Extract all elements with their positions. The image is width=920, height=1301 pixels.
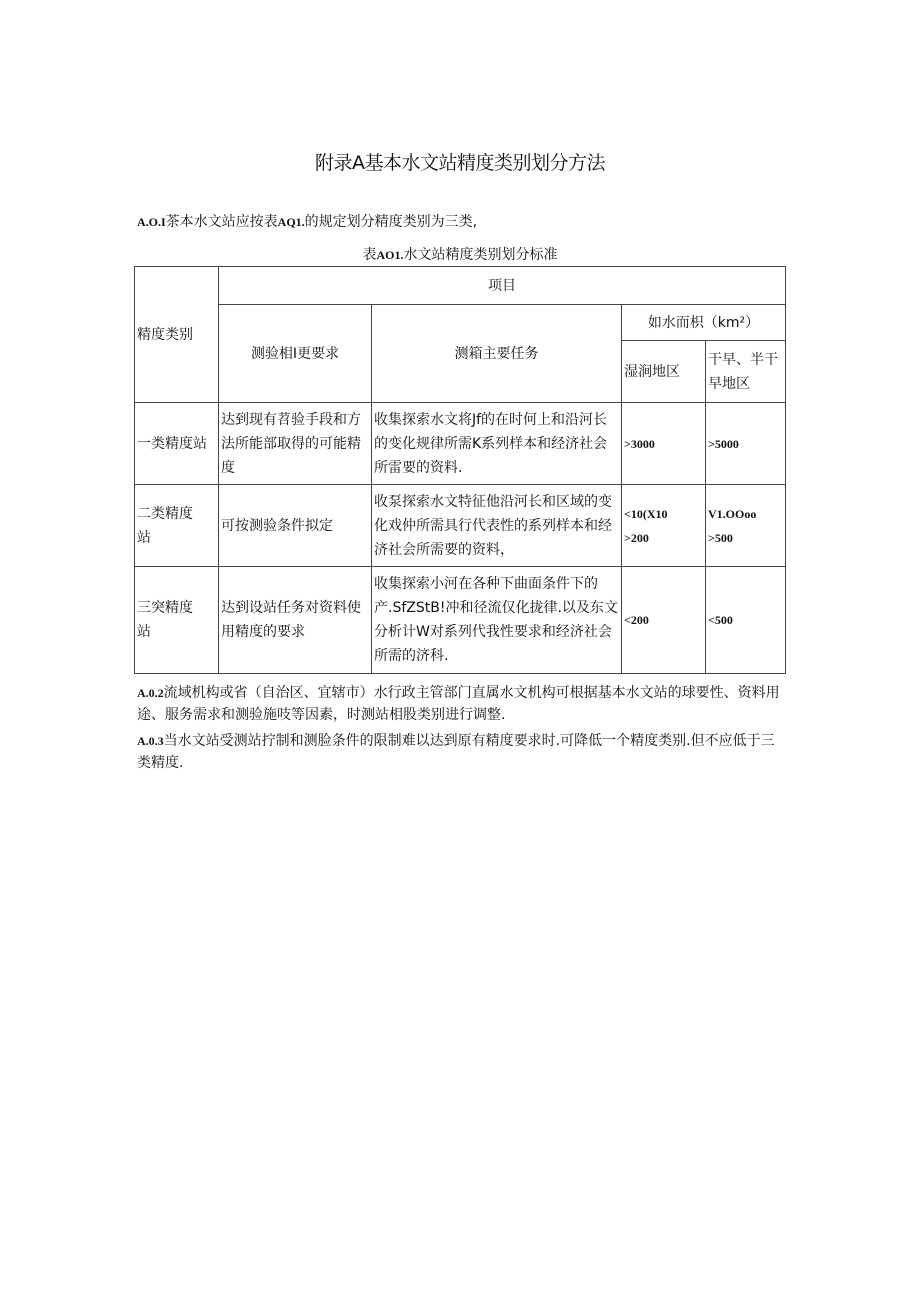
row-humid-value: <200 [622,567,706,674]
row-requirement: 可按测验条件拟定 [219,485,372,567]
header-category: 精度类别 [135,267,219,403]
table-row [135,403,786,485]
row-category: 三突精度 站 [135,567,219,674]
clause-a01-text1: 茶本水文站应按表 [165,214,278,230]
clause-a02-number: A.0.2 [137,686,164,700]
header-area: 如水而枳（km²） [622,305,786,341]
header-requirement: 测验相I更要求 [219,305,372,403]
clause-a01-number: A.O.I [137,215,166,229]
row-task: 收泵探索水文特征他沿河长和区域的变化戏仲所需具行代表性的系列样本和经济社会所需要的资料， [372,485,622,567]
clause-a01 [137,211,787,233]
row-task: 收集探索水文将Jf的在时何上和沿河长的变化规律所需K系列样本和经济社会所雷要的资料. [372,403,622,485]
row-task: 收集探索小河在各种下曲面条件下的产.SfZStB!冲和径流仅化拢律.以及东文分析计W对系列代我性要求和经济社会所需的济科. [372,567,622,674]
clause-a01-table-ref: AQ1. [277,215,305,229]
clause-a03 [137,730,787,774]
row-arid-value: >5000 [706,403,786,485]
clause-a03-number: A.0.3 [137,734,164,748]
classification-table [134,266,786,674]
header-arid: 干早、半干 早地区 [706,341,786,403]
table-subheader-row [135,305,786,341]
clause-a01-text2: 的规定划分精度类别为三类, [304,214,478,230]
header-task: 测箱主要任务 [372,305,622,403]
row-arid-value: <500 [706,567,786,674]
row-arid-value: V1.OOoo >500 [706,485,786,567]
row-humid-value: <10(X10 >200 [622,485,706,567]
table-row [135,567,786,674]
clause-a03-text: 当水文站受测站拧制和测脸条件的限制难以达到原有精度要求时.可降低一个精度类别.但不应低于三类精度. [137,733,775,771]
table-caption [0,244,920,264]
row-category: 二类精度 站 [135,485,219,567]
row-requirement: 达到设站任务对资料使用精度的要求 [219,567,372,674]
row-category: 一类精度站 [135,403,219,485]
clause-a02 [137,682,787,726]
row-humid-value: >3000 [622,403,706,485]
page-title: 附录A基本水文站精度类别划分方法 [315,152,605,174]
table-caption-number: AO1. [376,248,404,262]
table-caption-text: 水文站精度类别划分标准 [403,247,558,263]
row-requirement: 达到现有苕验手段和方法所能部取得的可能精度 [219,403,372,485]
table-header-row [135,267,786,305]
table-row [135,485,786,567]
table-caption-prefix: 表 [362,247,377,263]
header-items: 项目 [219,267,786,305]
header-humid: 湿涧地区 [622,341,706,403]
clause-a02-text: 流域机构或省（自治区、宜辖市）水行政主管部门直属水文机构可根据基本水文站的球要性、资料用途、服务需求和测验施吱等因素，时测站相股类别进行调整. [137,685,780,723]
